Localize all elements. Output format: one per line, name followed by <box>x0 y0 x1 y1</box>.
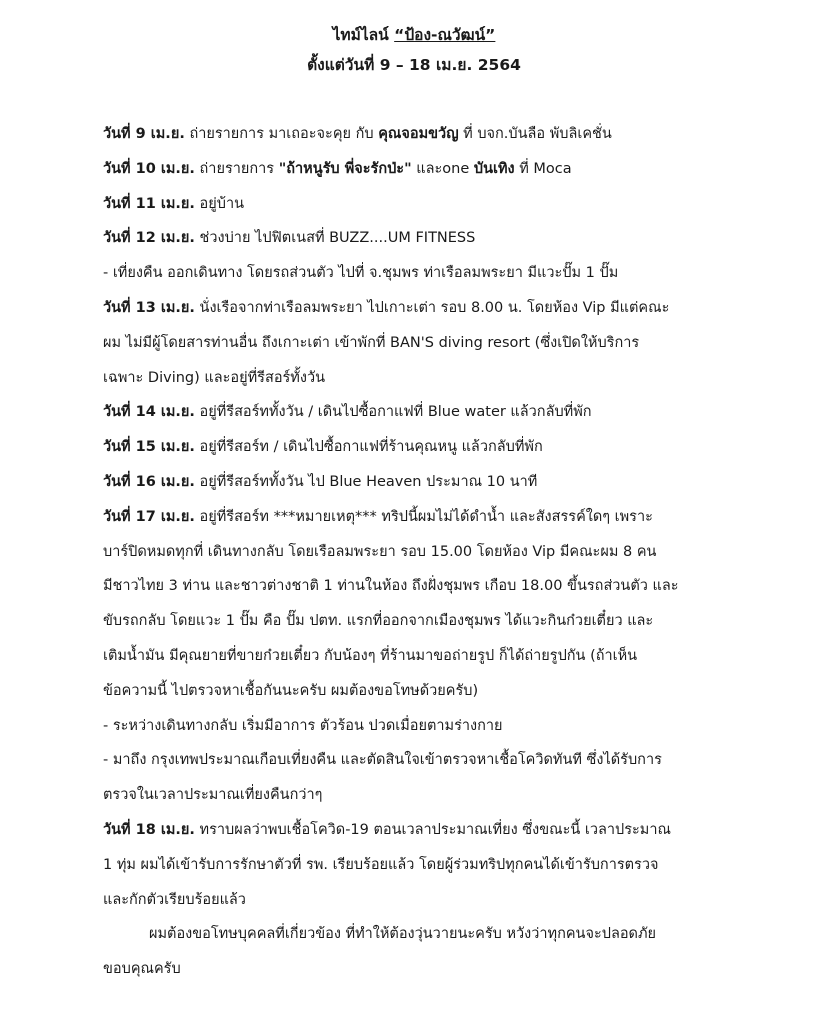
timeline-line: วันที่ 10 เม.ย. ถ่ายรายการ "ถ้าหนูรับ พี่จะรักป่ะ" และone บันเทิง ที่ Moca <box>103 160 572 177</box>
timeline-line: ตรวจในเวลาประมาณเที่ยงคืนกว่าๆ <box>103 787 323 804</box>
timeline-line: วันที่ 11 เม.ย. อยู่บ้าน <box>103 195 244 212</box>
timeline-line: มีชาวไทย 3 ท่าน และชาวต่างชาติ 1 ท่านในห้อง ถึงฝั่งชุมพร เกือบ 18.00 ขึ้นรถส่วนตัว และ <box>103 578 679 595</box>
timeline-line: 1 ทุ่ม ผมได้เข้ารับการรักษาตัวที่ รพ. เรียบร้อยแล้ว โดยผู้ร่วมทริปทุกคนได้เข้ารับการตรวจ <box>103 856 659 873</box>
doc-subtitle: ตั้งแต่วันที่ 9 – 18 เม.ย. 2564 <box>307 56 521 74</box>
timeline-line: บาร์ปิดหมดทุกที่ เดินทางกลับ โดยเรือลมพระยา รอบ 15.00 โดยห้อง Vip มีคณะผม 8 คน <box>103 543 657 560</box>
timeline-line: เฉพาะ Diving) และอยู่ที่รีสอร์ทั้งวัน <box>103 369 326 386</box>
timeline-line: ผม ไม่มีผู้โดยสารท่านอื่น ถึงเกาะเต่า เข้าพักที่ BAN'S diving resort (ซึ่งเปิดให้บริการ <box>103 334 640 351</box>
timeline-line: วันที่ 18 เม.ย. ทราบผลว่าพบเชื้อโควิด-19 ตอนเวลาประมาณเที่ยง ซึ่งขณะนี้ เวลาประมาณ <box>103 821 671 838</box>
timeline-line: - เที่ยงคืน ออกเดินทาง โดยรถส่วนตัว ไปที่ จ.ชุมพร ท่าเรือลมพระยา มีแวะปั๊ม 1 ปั๊ม <box>103 265 619 282</box>
closing-line: ผมต้องขอโทษบุคคลที่เกี่ยวข้อง ที่ทำให้ต้องวุ่นวายนะครับ หวังว่าทุกคนจะปลอดภัย <box>149 926 657 943</box>
timeline-line: เติมน้ำมัน มีคุณยายที่ขายก๋วยเตี๋ยว กับน้องๆ ที่ร้านมาขอถ่ายรูป ก็ได้ถ่ายรูปกัน (ถ้าเห็น <box>103 647 638 664</box>
timeline-line: ข้อความนี้ ไปตรวจหาเชื้อกันนะครับ ผมต้องขอโทษด้วยครับ) <box>103 682 479 699</box>
timeline-line: วันที่ 16 เม.ย. อยู่ที่รีสอร์ททั้งวัน ไป Blue Heaven ประมาณ 10 นาที <box>103 473 538 490</box>
timeline-line: ขับรถกลับ โดยแวะ 1 ปั๊ม คือ ปั๊ม ปตท. แรกที่ออกจากเมืองชุมพร ได้แวะกินก๋วยเตี๋ยว และ <box>103 613 654 630</box>
closing-line: ขอบคุณครับ <box>103 961 181 978</box>
timeline-line: วันที่ 12 เม.ย. ช่วงบ่าย ไปฟิตเนสที่ BUZZ....UM FITNESS <box>103 230 476 247</box>
timeline-line: - มาถึง กรุงเทพประมาณเกือบเที่ยงคืน และตัดสินใจเข้าตรวจหาเชื้อโควิดทันที ซึ่งได้รับการ <box>103 752 662 769</box>
timeline-line: วันที่ 9 เม.ย. ถ่ายรายการ มาเถอะจะคุย กับ คุณจอมขวัญ ที่ บจก.บันลือ พับลิเคชั่น <box>103 126 612 142</box>
timeline-line: และกักตัวเรียบร้อยแล้ว <box>103 891 246 908</box>
timeline-line: วันที่ 15 เม.ย. อยู่ที่รีสอร์ท / เดินไปซื้อกาแฟที่ร้านคุณหนู แล้วกลับที่พัก <box>103 439 543 456</box>
timeline-line: - ระหว่างเดินทางกลับ เริ่มมีอาการ ตัวร้อน ปวดเมื่อยตามร่างกาย <box>103 717 503 734</box>
timeline-line: วันที่ 17 เม.ย. อยู่ที่รีสอร์ท ***หมายเหตุ*** ทริปนี้ผมไม่ได้ดำน้ำ และสังสรรค์ใดๆ เพราะ <box>103 508 653 525</box>
timeline-line: วันที่ 14 เม.ย. อยู่ที่รีสอร์ททั้งวัน / เดินไปซื้อกาแฟที่ Blue water แล้วกลับที่พัก <box>103 404 592 421</box>
timeline-line: วันที่ 13 เม.ย. นั่งเรือจากท่าเรือลมพระยา ไปเกาะเต่า รอบ 8.00 น. โดยห้อง Vip มีแต่คณะ <box>103 299 670 316</box>
doc-title-name: “ป้อง-ณวัฒน์” <box>394 26 496 44</box>
doc-title: ไทม์ไลน์ “ป้อง-ณวัฒน์” <box>332 26 496 44</box>
